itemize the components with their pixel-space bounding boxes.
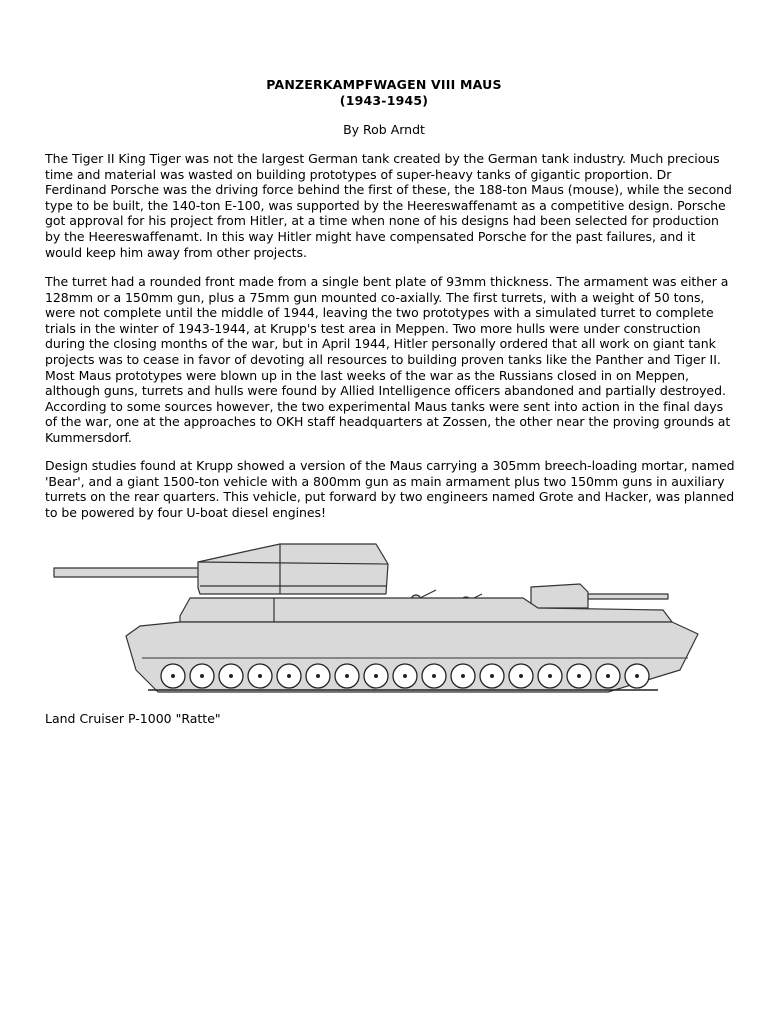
paragraph-3: Design studies found at Krupp showed a version of the Maus carrying a 305mm breech-loading mortar, named 'Bear', and a giant 1500-ton vehicle with a 800mm gun as main armament plus two 150mm guns in auxiliary turrets on the rear quarters. This vehicle, put forward by two engineers named Grote and Hacker, was planned to be powered by four U-boat diesel engines! <box>45 458 735 520</box>
tank-illustration <box>48 540 724 700</box>
author-byline: By Rob Arndt <box>343 122 425 137</box>
rear-turret-gun <box>588 594 668 599</box>
paragraph-2: The turret had a rounded front made from a single bent plate of 93mm thickness. The armament was either a 128mm or a 150mm gun, plus a 75mm gun mounted co-axially. The first turrets, with a weight of 50 tons, were not complete until the middle of 1944, leaving the two prototypes with a simulated turret to complete trials in the winter of 1943-1944, at Krupp's test area in Meppen. Two more hulls were under construction during the closing months of the war, but in April 1944, Hitler personally ordered that all work on giant tank projects was to cease in favor of devoting all resources to building proven tanks like the Panther and Tiger II. Most Maus prototypes were blown up in the last weeks of the war as the Russians closed in on Meppen, although guns, turrets and hulls were found by Allied Intelligence officers abandoned and partially destroyed. According to some sources however, the two experimental Maus tanks were sent into action in the final days of the war, one at the approaches to OKH staff headquarters at Zossen, the other near the proving grounds at Kummersdorf. <box>45 274 731 445</box>
document-title-years: (1943-1945) <box>339 93 429 108</box>
rear-turret <box>531 584 588 608</box>
main-gun-barrel <box>54 568 204 577</box>
figure-caption: Land Cruiser P-1000 "Ratte" <box>45 711 221 726</box>
paragraph-1: The Tiger II King Tiger was not the largest German tank created by the German tank industry. Much precious time and material was wasted on building prototypes of super-heavy tanks of gigantic proportion. Dr Ferdinand Porsche was the driving force behind the first of these, the 188-ton Maus (mouse), while the second type to be built, the 140-ton E-100, was supported by the Heereswaffenamt as a competitive design. Porsche got approval for his project from Hitler, at a time when none of his designs had been selected for production by the Heereswaffenamt. In this way Hitler might have compensated Porsche for the past failures, and it would keep him away from other projects. <box>45 151 732 260</box>
upper-hull <box>180 598 672 622</box>
document-title: PANZERKAMPFWAGEN VIII MAUS <box>266 77 502 92</box>
